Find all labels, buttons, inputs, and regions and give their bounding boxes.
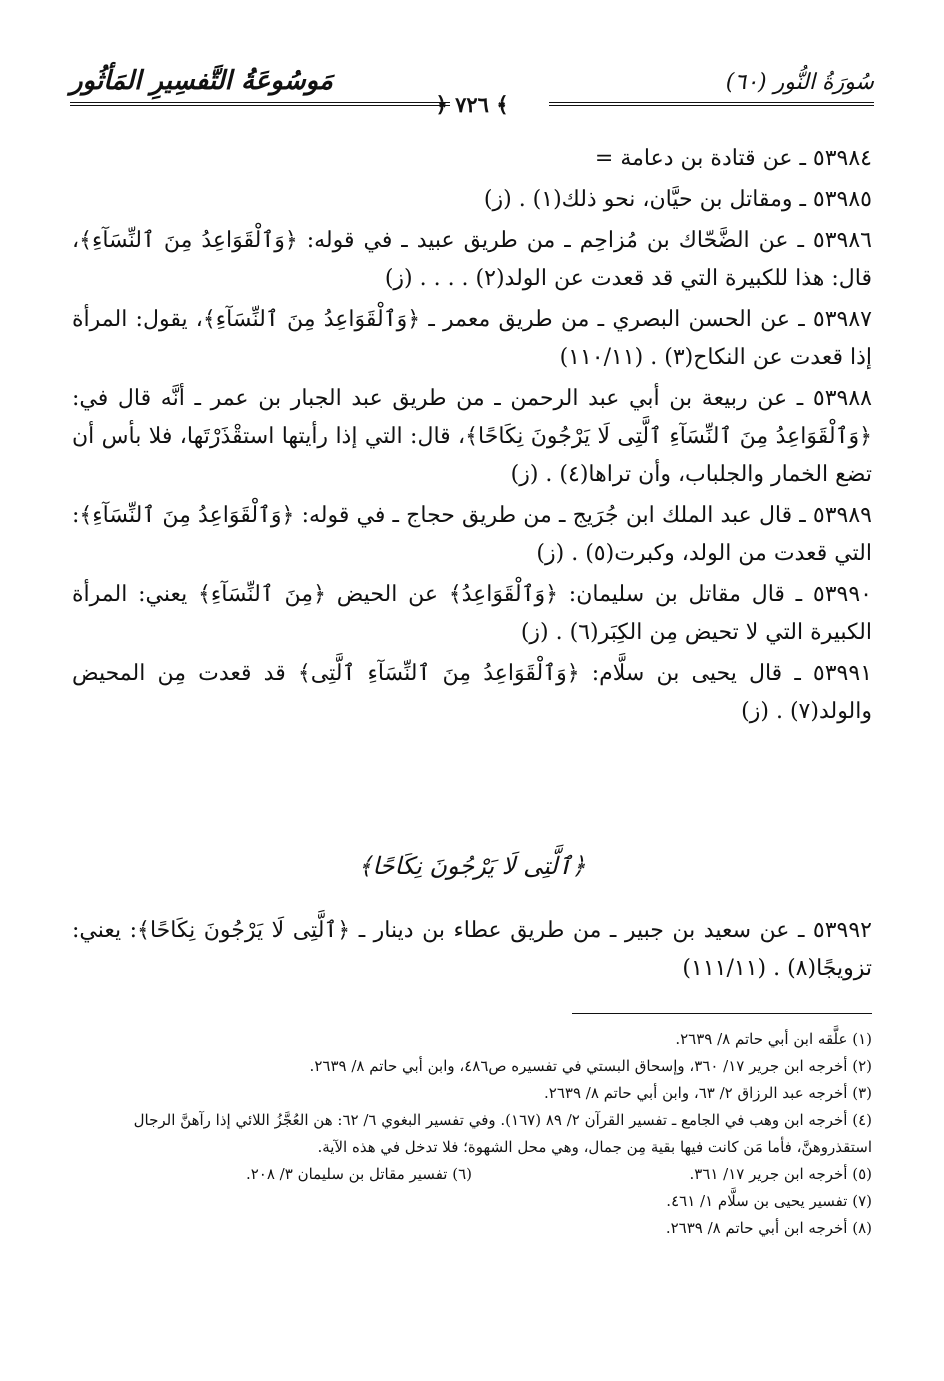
entry-53986: ٥٣٩٨٦ ـ عن الضَّحّاك بن مُزاحِم ـ من طريق عبيد ـ في قوله: ﴿وَٱلْقَوَاعِدُ مِنَ ٱلنِّسَآءِ﴾، قال: هذا للكبيرة التي قد قعدت عن الولد(٢) . . . . (ز)	[72, 228, 872, 291]
entry-53992: ٥٣٩٩٢ ـ عن سعيد بن جبير ـ من طريق عطاء بن دينار ـ ﴿ٱلَّتِى لَا يَرْجُونَ نِكَاحًا﴾: يعني: تزويجًا(٨) . (١١١/١١)	[72, 918, 872, 981]
footnote-row-5-6	[72, 1161, 872, 1188]
header-rule-left	[70, 102, 450, 106]
sura-name: سُورَةُ النُّور (٦٠)	[725, 70, 874, 95]
footnote-separator	[572, 1013, 872, 1014]
entry-53987: ٥٣٩٨٧ ـ عن الحسن البصري ـ من طريق معمر ـ ﴿وَٱلْقَوَاعِدُ مِنَ ٱلنِّسَآءِ﴾، يقول: المرأة إذا قعدت عن النكاح(٣) . (١١٠/١١)	[72, 307, 872, 370]
footnote-8: (٨) أخرجه ابن أبي حاتم ٨/ ٢٦٣٩.	[665, 1219, 872, 1237]
section-heading: ﴿ٱلَّتِى لَا يَرْجُونَ نِكَاحًا﴾	[358, 852, 586, 880]
footnote-2: (٢) أخرجه ابن جرير ١٧/ ٣٦٠، وإسحاق البستي في تفسيره ص٤٨٦، وابن أبي حاتم ٨/ ٢٦٣٩.	[309, 1057, 872, 1075]
entry-53985: ٥٣٩٨٥ ـ ومقاتل بن حيَّان، نحو ذلك(١) . (ز)	[483, 187, 872, 212]
book-title: مَوسُوعَةُ التَّفسِيرِ المَأثُور	[70, 66, 333, 96]
entry-53991: ٥٣٩٩١ ـ قال يحيى بن سلَّام: ﴿وَٱلْقَوَاعِدُ مِنَ ٱلنِّسَآءِ ٱلَّتِى﴾ قد قعدت مِن المحيض والولد(٧) . (ز)	[72, 661, 873, 724]
footnote-6: (٦) تفسير مقاتل بن سليمان ٣/ ٢٠٨.	[245, 1165, 472, 1183]
main-text-continued	[72, 912, 872, 991]
entry-53990: ٥٣٩٩٠ ـ قال مقاتل بن سليمان: ﴿وَٱلْقَوَاعِدُ﴾ عن الحيض ﴿مِنَ ٱلنِّسَآءِ﴾ يعني: المرأة الكبيرة التي لا تحيض مِن الكِبَر(٦) . (ز)	[72, 582, 872, 645]
footnotes	[72, 1026, 872, 1242]
header-rule-right	[549, 102, 874, 106]
footnote-1: (١) علَّقه ابن أبي حاتم ٨/ ٢٦٣٩.	[675, 1030, 872, 1048]
footnote-7: (٧) تفسير يحيى بن سلَّام ١/ ٤٦١.	[666, 1192, 872, 1210]
entry-53989: ٥٣٩٨٩ ـ قال عبد الملك ابن جُرَيج ـ من طريق حجاج ـ في قوله: ﴿وَٱلْقَوَاعِدُ مِنَ ٱلنِّسَآءِ﴾: التي قعدت من الولد، وكبرت(٥) . (ز)	[72, 503, 872, 566]
page-number: ﴾ ٧٢٦ ﴿	[435, 92, 509, 117]
entry-53988: ٥٣٩٨٨ ـ عن ربيعة بن أبي عبد الرحمن ـ من طريق عبد الجبار بن عمر ـ أنَّه قال في: ﴿وَٱلْقَوَاعِدُ مِنَ ٱلنِّسَآءِ ٱلَّتِى لَا يَرْجُونَ نِكَاحًا﴾، قال: التي إذا رأيتها استقْذَرْتَها، فلا بأس أن تضع الخمار والجلباب، وأن تراها(٤) . (ز)	[72, 386, 872, 487]
footnote-5: (٥) أخرجه ابن جرير ١٧/ ٣٦١.	[689, 1165, 872, 1183]
footnote-3: (٣) أخرجه عبد الرزاق ٢/ ٦٣، وابن أبي حاتم ٨/ ٢٦٣٩.	[544, 1084, 872, 1102]
running-header	[70, 66, 874, 117]
entry-53984: ٥٣٩٨٤ ـ عن قتادة بن دعامة =	[594, 146, 872, 171]
main-text	[72, 140, 872, 734]
footnote-4: (٤) أخرجه ابن وهب في الجامع ـ تفسير القرآن ٢/ ٨٩ (١٦٧). وفي تفسير البغوي ٦/ ٦٢: هن العُجَّزُ اللائي إذا رآهنَّ الرجال استقذروهنَّ، فأما مَن كانت فيها بقية مِن جمال، وهي محل الشهوة؛ فلا تدخل في هذه الآية.	[133, 1111, 872, 1156]
